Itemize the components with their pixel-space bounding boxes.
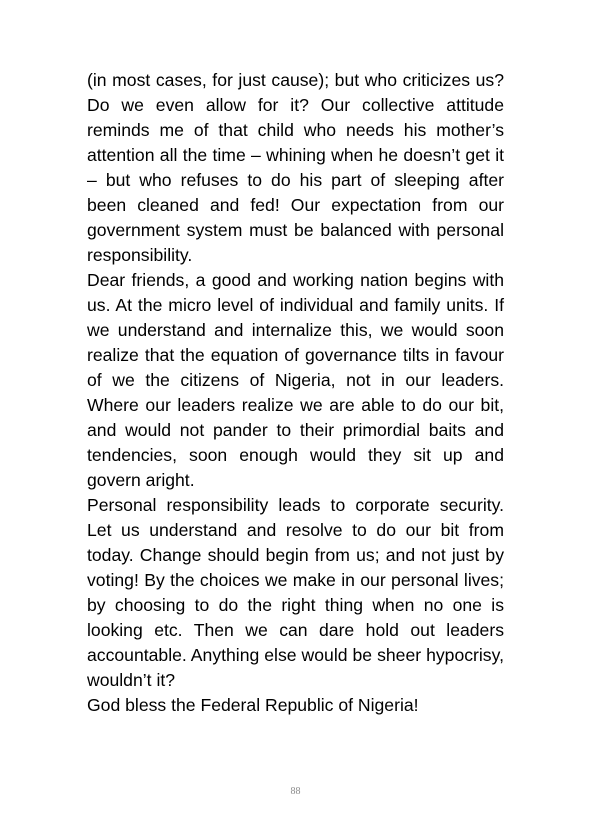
paragraph-2: Dear friends, a good and working nation begins with us. At the micro level of individual and family units. If we understand and internalize this, we would soon realize that the equation of governance tilts in favour of we the citizens of Nigeria, not in our leaders. Where our leaders realize we are able to do our bit, and would not pander to their primordial baits and tendencies, soon enough would they sit up and govern aright. [87, 270, 504, 490]
closing-line: God bless the Federal Republic of Nigeria! [87, 695, 419, 715]
page-number: 88 [290, 786, 301, 797]
paragraph-1: (in most cases, for just cause); but who criticizes us? Do we even allow for it? Our collective attitude reminds me of that child who needs his mother’s attention all the time – whining when he doesn’t get it – but who refuses to do his part of sleeping after been cleaned and fed! Our expectation from our government system must be balanced with personal responsibility. [87, 70, 504, 265]
body-text [87, 68, 504, 718]
paragraph-3: Personal responsibility leads to corporate security. Let us understand and resolve to do our bit from today. Change should begin from us; and not just by voting! By the choices we make in our personal lives; by choosing to do the right thing when no one is looking etc. Then we can dare hold out leaders accountable. Anything else would be sheer hypocrisy, wouldn’t it? [87, 495, 504, 690]
